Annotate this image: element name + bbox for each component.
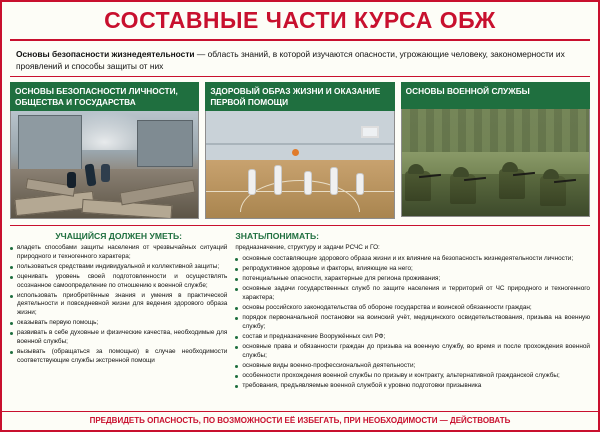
soldier-figure bbox=[405, 171, 431, 201]
rescue-operation-rubble-photo bbox=[10, 111, 199, 219]
rescuer-figure bbox=[67, 172, 76, 188]
requirements-columns bbox=[10, 225, 590, 392]
player-figure bbox=[248, 169, 256, 195]
student-knowledge-list bbox=[235, 255, 590, 391]
student-skills-column bbox=[10, 231, 227, 392]
lead-term: Основы безопасности жизнедеятельности bbox=[16, 49, 195, 60]
student-skills-list bbox=[10, 244, 227, 365]
page-title: СОСТАВНЫЕ ЧАСТИ КУРСА ОБЖ bbox=[104, 7, 496, 33]
panel-military-service bbox=[401, 82, 590, 219]
list-item: владеть способами защиты населения от чрезвычайных ситуаций природного и техногенного характера; bbox=[10, 244, 227, 261]
panels-row bbox=[10, 82, 590, 219]
list-item: требования, предъявляемые военной службой к уровню подготовки призывника bbox=[235, 382, 590, 391]
panel-heading: ОСНОВЫ ВОЕННОЙ СЛУЖБЫ bbox=[401, 82, 590, 109]
list-item: особенности прохождения военной службы по призыву и контракту, альтернативной гражданской службы; bbox=[235, 372, 590, 381]
list-item: репродуктивное здоровье и факторы, влияющие на него; bbox=[235, 265, 590, 274]
lead-definition: — область знаний, в которой изучаются опасности, угрожающие человеку, закономерности их проявлений и способы защиты от них bbox=[16, 49, 565, 71]
building-shape bbox=[18, 115, 82, 171]
knowledge-intro: предназначение, структуру и задачи РСЧС и ГО: bbox=[235, 244, 380, 252]
gym-basketball-players-photo bbox=[205, 111, 394, 219]
list-item: основные задачи государственных служб по защите населения и территорий от ЧС природного и техногенного характера; bbox=[235, 285, 590, 302]
panel-heading: ОСНОВЫ БЕЗОПАСНОСТИ ЛИЧНОСТИ, ОБЩЕСТВА И ГОСУДАРСТВА bbox=[10, 82, 199, 111]
player-figure bbox=[330, 167, 338, 195]
lead-paragraph bbox=[10, 45, 590, 77]
basketball-hoop bbox=[361, 126, 379, 138]
student-knowledge-heading: ЗНАТЬ/ПОНИМАТЬ: bbox=[235, 231, 320, 242]
player-figure bbox=[304, 171, 312, 195]
panel-personal-safety bbox=[10, 82, 199, 219]
helmet-shape bbox=[453, 167, 469, 177]
student-skills-heading: УЧАЩИЙСЯ ДОЛЖЕН УМЕТЬ: bbox=[55, 231, 183, 242]
list-item: основы российского законодательства об обороне государства и воинской обязанности граждан; bbox=[235, 304, 590, 313]
player-figure bbox=[274, 165, 282, 195]
rescuer-figure bbox=[101, 164, 110, 182]
list-item: оценивать уровень своей подготовленности и осуществлять осознанное самоопределение по отношению к военной службе; bbox=[10, 273, 227, 290]
list-item: развивать в себе духовные и физические качества, необходимые для военной службы; bbox=[10, 329, 227, 346]
helmet-shape bbox=[543, 169, 559, 179]
helmet-shape bbox=[502, 162, 518, 172]
title-divider bbox=[10, 39, 590, 41]
gym-wall-line bbox=[206, 143, 393, 145]
poster-footer-slogan: ПРЕДВИДЕТЬ ОПАСНОСТЬ, ПО ВОЗМОЖНОСТИ ЕЁ ИЗБЕГАТЬ, ПРИ НЕОБХОДИМОСТИ — ДЕЙСТВОВАТЬ bbox=[2, 411, 598, 430]
panel-heading: ЗДОРОВЫЙ ОБРАЗ ЖИЗНИ И ОКАЗАНИЕ ПЕРВОЙ ПОМОЩИ bbox=[205, 82, 394, 111]
panel-healthy-lifestyle bbox=[205, 82, 394, 219]
student-knowledge-column bbox=[235, 231, 590, 392]
list-item: основные виды военно-профессиональной деятельности; bbox=[235, 362, 590, 371]
list-item: основные составляющие здорового образа жизни и их влияние на безопасность жизнедеятельности личности; bbox=[235, 255, 590, 264]
helmet-shape bbox=[408, 164, 424, 174]
list-item: потенциальные опасности, характерные для региона проживания; bbox=[235, 275, 590, 284]
soldier-figure bbox=[450, 174, 476, 204]
list-item: порядок первоначальной постановки на воинский учёт, медицинского освидетельствования, призыва на военную службу; bbox=[235, 314, 590, 331]
poster-title-bar bbox=[2, 2, 598, 36]
list-item: использовать приобретённые знания и умения в практической деятельности и повседневной жизни для ведения здорового образа жизни; bbox=[10, 292, 227, 318]
list-item: оказывать первую помощь; bbox=[10, 319, 227, 328]
building-shape-2 bbox=[137, 120, 193, 167]
list-item: основные права и обязанности граждан до призыва на военную службу, во время и после прохождения военной службы; bbox=[235, 343, 590, 360]
player-figure bbox=[356, 173, 364, 195]
list-item: вызывать (обращаться за помощью) в случае необходимости соответствующие службы экстренной помощи bbox=[10, 348, 227, 365]
soldier-figure bbox=[499, 169, 525, 199]
tree-line bbox=[402, 109, 589, 152]
list-item: состав и предназначение Вооружённых сил РФ; bbox=[235, 333, 590, 342]
soldiers-shooting-range-photo bbox=[401, 109, 590, 217]
list-item: пользоваться средствами индивидуальной и коллективной защиты; bbox=[10, 263, 227, 272]
soldier-figure bbox=[540, 176, 566, 206]
rescuer-figure bbox=[84, 163, 96, 186]
